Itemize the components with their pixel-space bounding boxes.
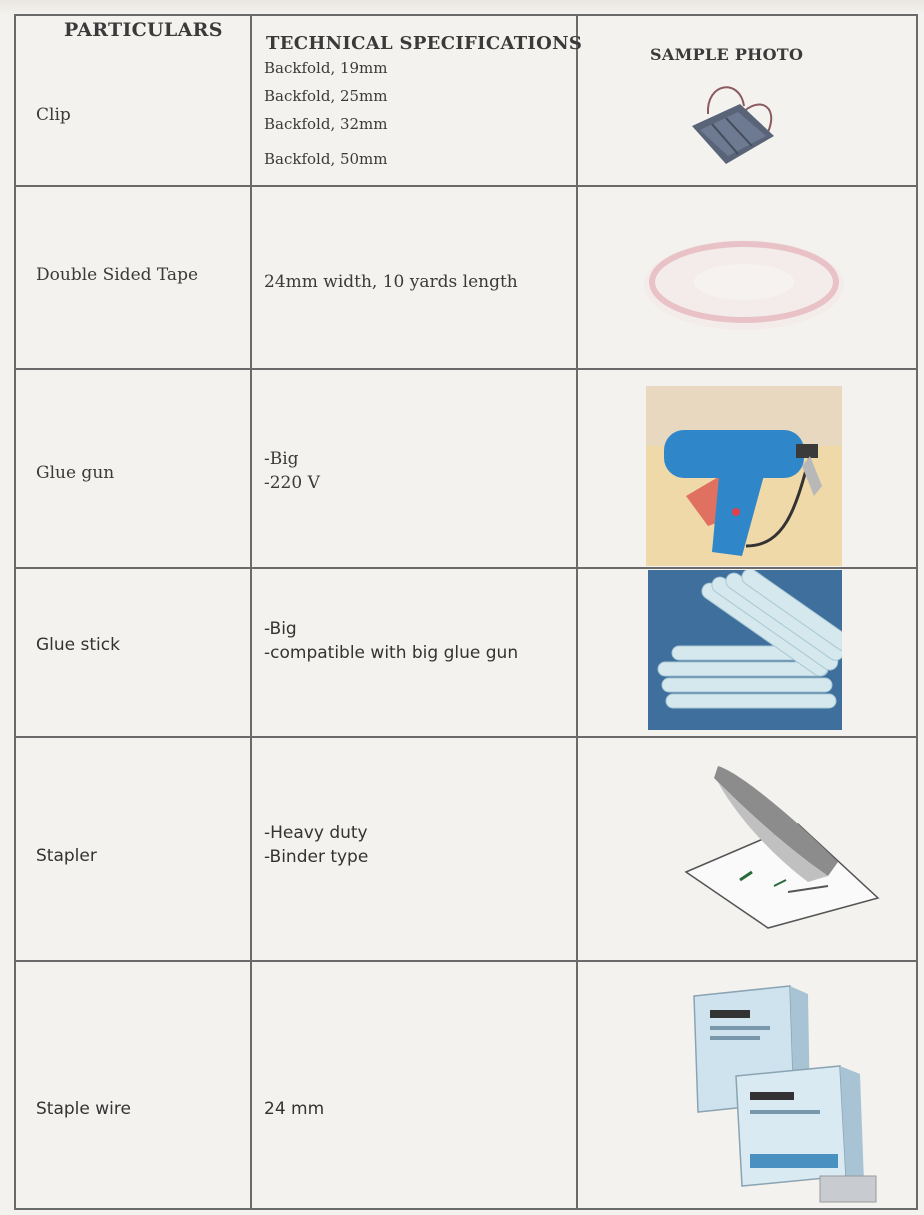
stapler-photo [678,752,888,932]
column-divider-1 [250,14,252,1210]
header-particulars: PARTICULARS [64,19,223,41]
spec-line: -Binder type [264,847,369,867]
table-border-right [916,14,918,1210]
row-divider-5 [14,960,918,962]
spec-line: 24mm width, 10 yards length [264,272,518,292]
spec-line: Backfold, 50mm [264,150,388,168]
staple-wire-boxes-photo [690,976,880,1204]
header-sample-photo: SAMPLE PHOTO [650,45,804,64]
particular-clip: Clip [36,105,71,125]
binder-clip-photo [678,74,788,174]
header-technical-specifications: TECHNICAL SPECIFICATIONS [266,33,583,54]
spec-line: -compatible with big glue gun [264,643,519,663]
spec-line: Backfold, 32mm [264,115,388,133]
particular-stapler: Stapler [36,846,97,866]
particular-staple-wire: Staple wire [36,1099,131,1119]
table-border-top [14,14,918,16]
spec-line: -220 V [264,473,320,493]
spec-line: -Big [264,449,299,469]
particular-glue-gun: Glue gun [36,463,115,483]
particular-double-sided-tape: Double Sided Tape [36,265,199,285]
spec-line: 24 mm [264,1099,325,1119]
glue-gun-photo [646,386,842,566]
specifications-table [14,14,918,1210]
column-divider-2 [576,14,578,1210]
row-divider-1 [14,185,918,187]
spec-line: -Big [264,619,297,639]
table-border-left [14,14,16,1210]
spec-line: Backfold, 25mm [264,87,388,105]
scan-top-edge [0,0,924,14]
spec-line: Backfold, 19mm [264,59,388,77]
row-divider-3 [14,567,918,569]
row-divider-2 [14,368,918,370]
row-divider-4 [14,736,918,738]
particular-glue-stick: Glue stick [36,635,120,655]
table-border-bottom [14,1208,918,1210]
spec-line: -Heavy duty [264,823,368,843]
tape-roll-photo [634,230,854,340]
glue-sticks-photo [648,570,842,730]
